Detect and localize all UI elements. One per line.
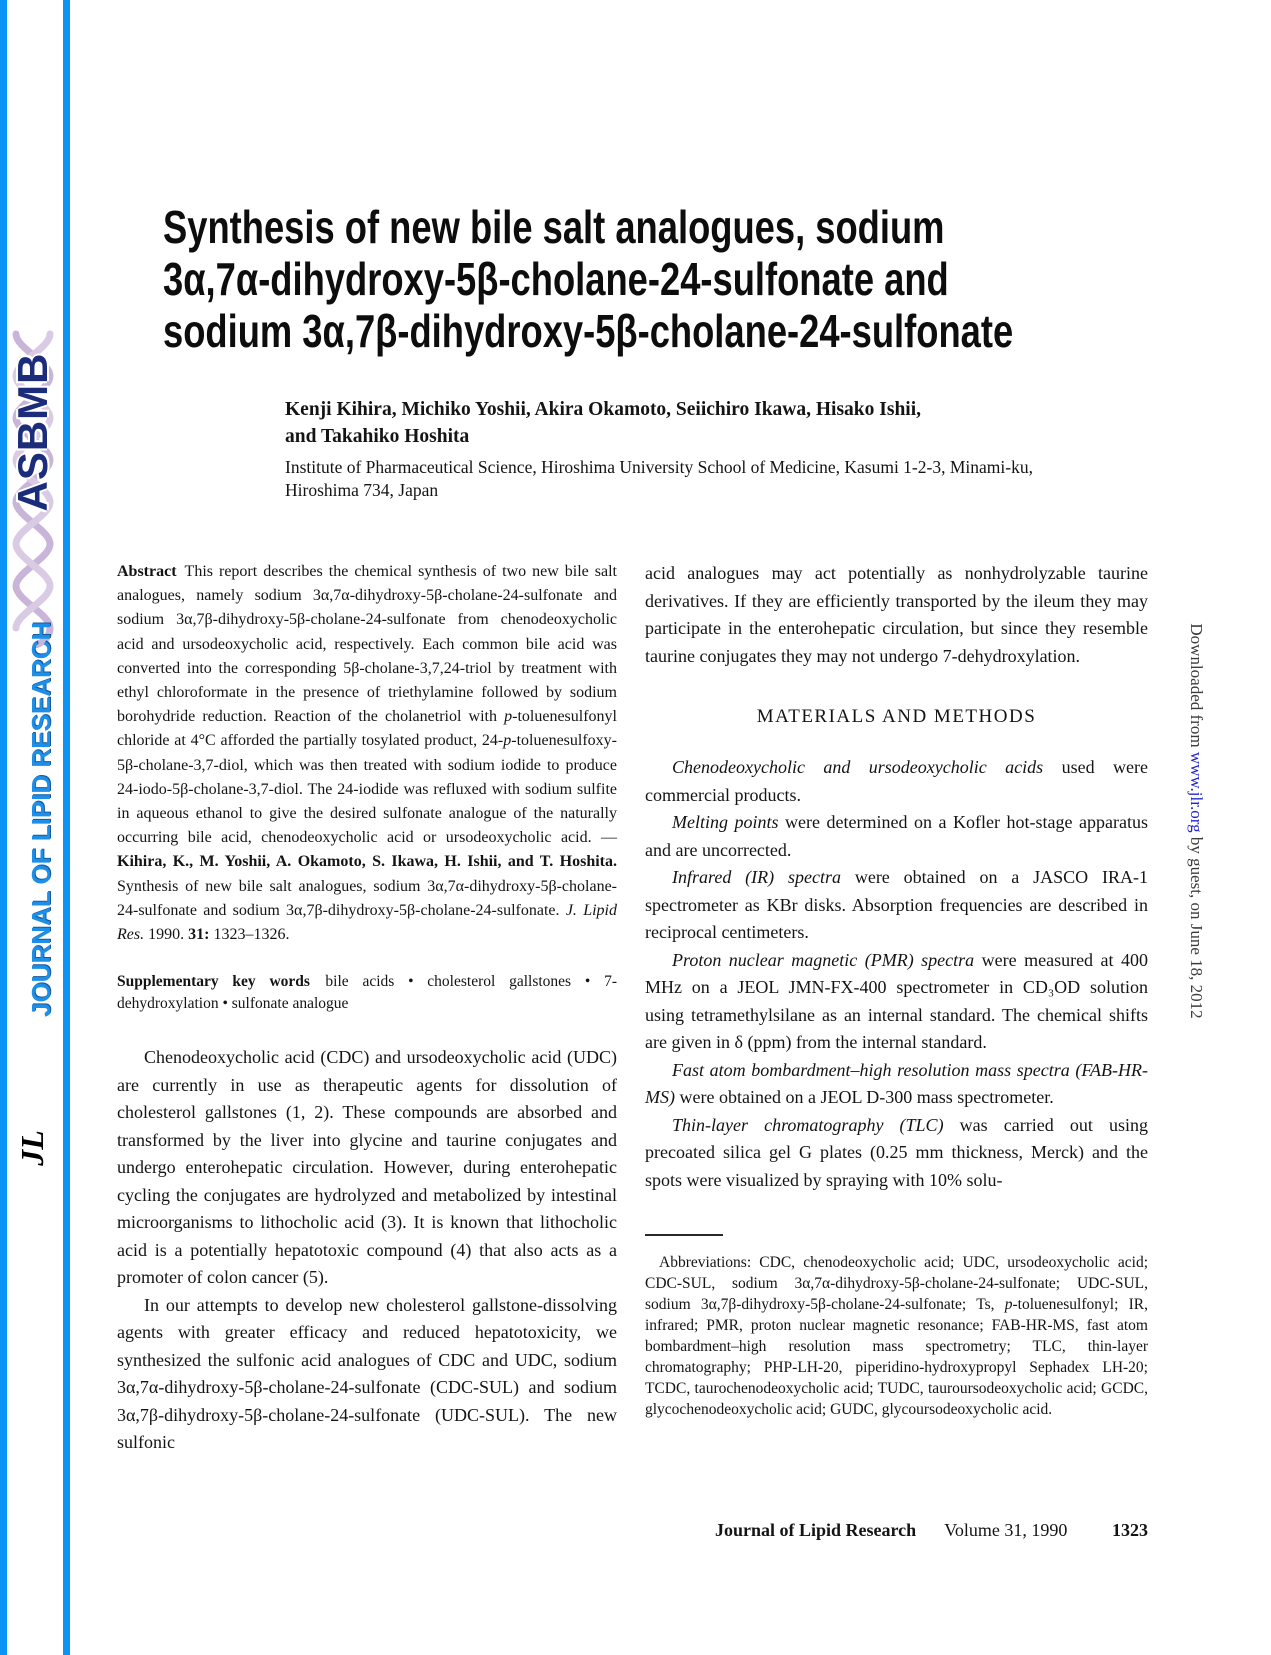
text-run: Supplementary key words [117,973,310,991]
text-run: p [504,708,513,726]
abstract-paragraph [117,560,617,947]
text-run: Thin-layer chromatography (TLC) [672,1114,944,1135]
footer-volume: Volume 31, 1990 [944,1520,1068,1540]
page-footer [645,1520,1148,1541]
text-run: -toluenesulfonyl chloride at 4°C afforded the partially tosylated product, 24- [117,708,617,750]
methods-paragraph-6 [645,1112,1148,1195]
text-run: 31: [188,926,210,944]
methods-paragraph-3 [645,864,1148,947]
text-run: Synthesis of new bile salt analogues, sodium 3α,7α-dihydroxy-5β-cholane-24-sulfonate and sodium 3α,7β-dihydroxy-5β-cholane-24-sulfonate. [117,877,617,919]
affiliation-line-2: Hiroshima 734, Japan [285,480,439,500]
text-run: Proton nuclear magnetic (PMR) spectra [672,949,975,970]
affiliation-line-1: Institute of Pharmaceutical Science, Hiroshima University School of Medicine, Kasumi 1-2-3, Minami-ku, [285,457,1033,477]
intro-paragraph-1: Chenodeoxycholic acid (CDC) and ursodeoxycholic acid (UDC) are currently in use as therapeutic agents for dissolution of cholesterol gallstones (1, 2). These compounds are absorbed and transformed by the liver into glycine and taurine conjugates and undergo enterohepatic circulation. However, during enterohepatic cycling the conjugates are hydrolyzed and metabolized by intestinal microorganisms to lithocholic acid (3). It is known that lithocholic acid is a potentially hepatotoxic compound (4) that also acts as a promoter of colon cancer (5). [117,1047,617,1288]
journal-rail-label: JOURNAL OF LIPID RESEARCH [26,621,56,1017]
left-outer-blue-stripe [0,0,7,1655]
title-line-3: sodium 3α,7β-dihydroxy-5β-cholane-24-sulfonate [163,305,1014,357]
right-column [645,560,1148,1420]
text-run: Downloaded from [1187,623,1206,752]
footnote-abbreviations [645,1252,1148,1420]
text-run: Chenodeoxycholic and ursodeoxycholic acids [672,757,1044,777]
authors [285,396,1045,450]
text-run: was carried out using precoated silica gel G plates (0.25 mm thickness, Merck) and the spots were visualized by spraying with 10% solu- [645,1114,1148,1190]
methods-paragraph-2 [645,809,1148,864]
left-column [117,560,617,1457]
text-run: were obtained on a JEOL D-300 mass spectrometer. [675,1087,1054,1107]
affiliation [285,456,1085,502]
footer-page-number: 1323 [1112,1520,1148,1540]
asbmb-label: ASBMB [9,352,56,512]
footnote-rule [645,1234,723,1236]
footer-journal-name: Journal of Lipid Research [715,1520,917,1540]
keywords-paragraph [117,971,617,1014]
text-run: Kihira, K., M. Yoshii, A. Okamoto, S. Ikawa, H. Ishii, and T. Hoshita. [117,853,617,871]
text-run: 1990. [144,926,189,944]
authors-line-1: Kenji Kihira, Michiko Yoshii, Akira Okamoto, Seiichiro Ikawa, Hisako Ishii, [285,399,922,420]
intro-paragraph-2: In our attempts to develop new cholesterol gallstone-dissolving agents with greater efficacy and reduced hepatotoxicity, we synthesized the sulfonic acid analogues of CDC and UDC, sodium 3α,7α-dihydroxy-5β-cholane-24-sulfonate (CDC-SUL) and sodium 3α,7β-dihydroxy-5β-cholane-24-sulfonate (UDC-SUL). The new sulfonic [117,1294,617,1453]
text-run: Abbreviations: CDC, chenodeoxycholic acid; UDC, ursodeoxycholic acid; CDC-SUL, sodium 3α,7α-dihydroxy-5β-cholane-24-sulfonate; UDC-SUL, sodium 3α,7β-dihydroxy-5β-cholane-24-sulfonate; Ts, [645,1254,1148,1313]
jlr-monogram: JL [14,1130,50,1166]
methods-paragraph-4 [645,947,1148,1057]
text-run: were determined on a Kofler hot-stage apparatus and are uncorrected. [645,812,1148,860]
methods-paragraph-5 [645,1057,1148,1112]
text-run: This report describes the chemical synthesis of two new bile salt analogues, namely sodium 3α,7α-dihydroxy-5β-cholane-24-sulfonate and sodium 3α,7β-dihydroxy-5β-cholane-24-sulfonate from chenodeoxycholic acid and ursodeoxycholic acid, respectively. Each common bile acid was converted into the corresponding 5β-cholane-3,7,24-triol by treatment with ethyl chloroformate in the presence of triethylamine followed by sodium borohydride reduction. Reaction of the cholanetriol with [117,563,617,726]
materials-methods-heading: MATERIALS AND METHODS [756,706,1037,727]
text-run: -toluenesulfonyl; IR, infrared; PMR, proton nuclear magnetic resonance; FAB-HR-MS, fast atom bombardment–high resolution mass spectrometry; TLC, thin-layer chromatography; PHP-LH-20, piperidino-hydroxypropyl Sephadex LH-20; TCDC, taurochenodeoxycholic acid; TUDC, tauroursodeoxycholic acid; GCDC, glycochenodeoxycholic acid; GUDC, glycoursodeoxycholic acid. [645,1296,1148,1418]
text-run: Fast atom bombardment–high resolution mass spectra (FAB-HR-MS) [645,1059,1148,1107]
authors-line-2: and Takahiko Hoshita [285,426,470,447]
text-run: 1323–1326. [209,926,290,944]
title-line-1: Synthesis of new bile salt analogues, sodium [163,201,945,253]
text-run: by guest, on June 18, 2012 [1187,832,1206,1019]
text-run: J. Lipid Res. [117,901,618,944]
text-run: were obtained on a JASCO IRA-1 spectrometer as KBr disks. Absorption frequencies are described in reciprocal centimeters. [645,867,1148,942]
right-lead-paragraph: acid analogues may act potentially as nonhydrolyzable taurine derivatives. If they are efficiently transported by the ileum they may participate in the enterohepatic circulation, but since they resemble taurine conjugates they may not undergo 7-dehydroxylation. [645,563,1148,666]
download-note [1183,606,1209,1036]
text-run: bile acids • cholesterol gallstones • 7-dehydroxylation • sulfonate analogue [117,973,617,1012]
text-run: were measured at 400 MHz on a JEOL JMN-FX-400 spectrometer in CD₃OD solution using tetramethylsilane as an internal standard. The chemical shifts are given in δ (ppm) from the internal standard. [645,949,1148,1052]
methods-paragraph-1 [645,754,1148,809]
text-run: p [503,732,512,750]
text-run: Melting points [672,812,779,832]
text-run: -toluenesulfoxy-5β-cholane-3,7-diol, which was then treated with sodium iodide to produce 24-iodo-5β-cholane-3,7-diol. The 24-iodide was refluxed with sodium sulfite in aqueous ethanol to give the desired sulfonate analogue of the naturally occurring bile acid, chenodeoxycholic acid or ursodeoxycholic acid. — [117,732,617,847]
text-run: used were commercial products. [645,757,1148,805]
left-inner-blue-stripe [63,0,70,1655]
title-line-2: 3α,7α-dihydroxy-5β-cholane-24-sulfonate and [163,253,949,305]
text-run: p [1004,1296,1013,1313]
text-run: Infrared (IR) spectra [672,867,841,887]
jlr-org-link[interactable]: www.jlr.org [1187,751,1206,833]
text-run: Abstract [117,563,177,580]
article-title [163,201,1040,357]
